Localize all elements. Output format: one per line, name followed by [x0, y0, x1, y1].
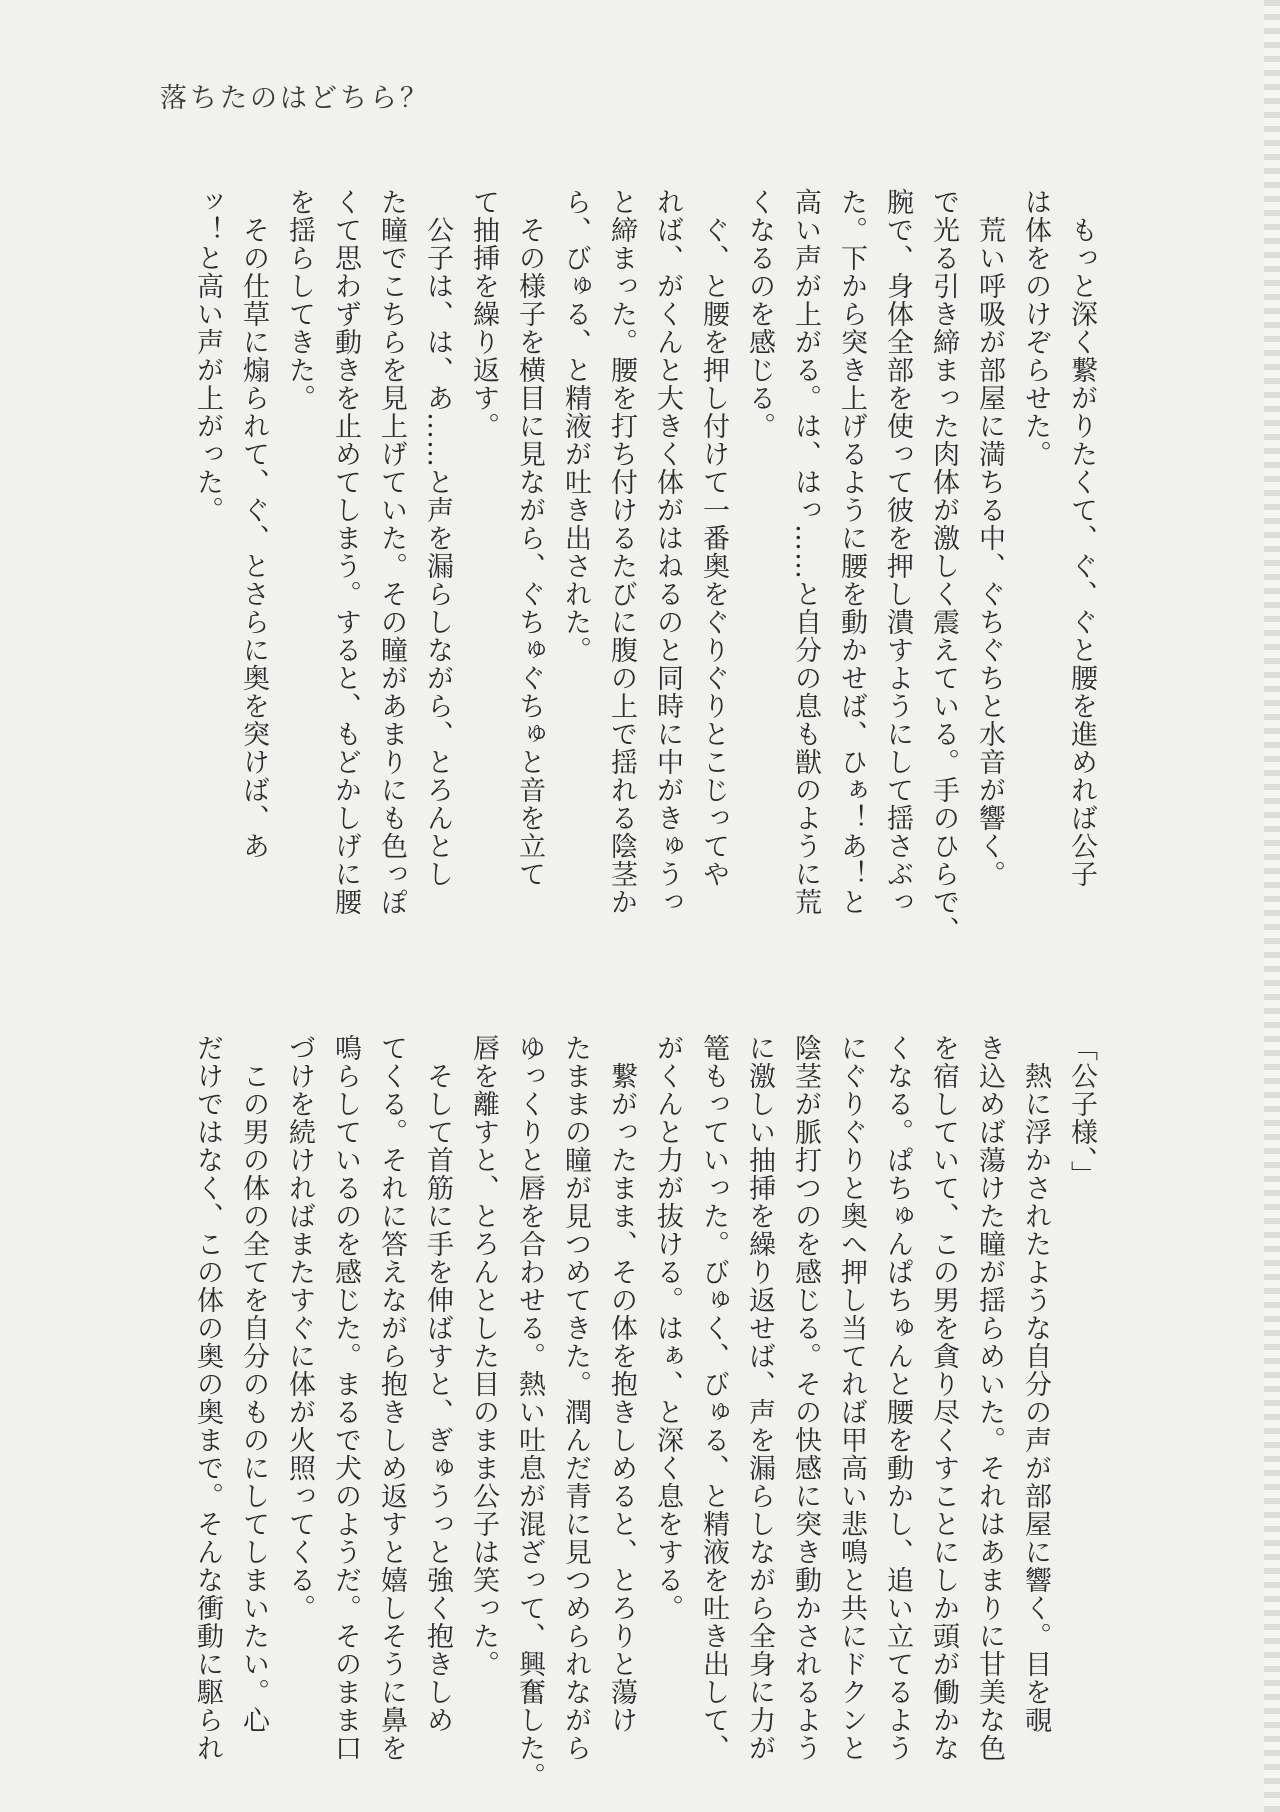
- text-line: 荒い呼吸が部屋に満ちる中、ぐちぐちと水音が響く。: [974, 188, 1005, 888]
- text-line: ぐ、と腰を押し付けて一番奥をぐりぐりとこじってや: [698, 188, 729, 888]
- text-line: 公子は、は、あ……と声を漏らしながら、とろんとし: [422, 188, 453, 888]
- lower-text-block: [184, 1034, 1104, 1796]
- text-line: たままの瞳が見つめてきた。潤んだ青に見つめられながら: [560, 1034, 591, 1762]
- text-line: 陰茎が脈打つのを感じる。その快感に突き動かされるよう: [790, 1034, 821, 1762]
- text-line: た。下から突き上げるように腰を動かせば、ひぁ！あ！と: [836, 188, 867, 916]
- text-line: ら、びゅる、と精液が吐き出された。: [560, 188, 591, 664]
- text-line: くて思わず動きを止めてしまう。すると、もどかしげに腰: [330, 188, 361, 916]
- text-line: その様子を横目に見ながら、ぐちゅぐちゅと音を立て: [514, 188, 545, 888]
- text-line: は体をのけぞらせた。: [1020, 188, 1051, 468]
- text-line: 篭もっていった。びゅく、びゅる、と精液を吐き出して、: [698, 1034, 729, 1762]
- text-line: ゆっくりと唇を合わせる。熱い吐息が混ざって、興奮した。: [514, 1034, 545, 1790]
- text-line: にぐりぐりと奥へ押し当てれば甲高い悲鳴と共にドクンと: [836, 1034, 867, 1762]
- text-line: その仕草に煽られて、ぐ、とさらに奥を突けば、あ: [238, 188, 269, 860]
- text-line: 熱に浮かされたような自分の声が部屋に響く。目を覗: [1020, 1034, 1051, 1734]
- text-line: て抽挿を繰り返す。: [468, 188, 499, 440]
- text-line: づけを続ければまたすぐに体が火照ってくる。: [284, 1034, 315, 1622]
- text-line: き込めば蕩けた瞳が揺らめいた。それはあまりに甘美な色: [974, 1034, 1005, 1762]
- upper-text-block: [184, 188, 1104, 950]
- text-line: 高い声が上がる。は、はっ……と自分の息も獣のように荒: [790, 188, 821, 916]
- text-line: もっと深く繋がりたくて、ぐ、ぐと腰を進めれば公子: [1066, 188, 1097, 888]
- text-line: を揺らしてきた。: [284, 188, 315, 412]
- text-line: くなる。ぱちゅんぱちゅんと腰を動かし、追い立てるよう: [882, 1034, 913, 1762]
- text-line: ッ！と高い声が上がった。: [192, 188, 223, 524]
- text-line: 鳴らしているのを感じた。まるで犬のようだ。そのまま口: [330, 1034, 361, 1762]
- text-line: に激しい抽挿を繰り返せば、声を漏らしながら全身に力が: [744, 1034, 775, 1762]
- text-line: てくる。それに答えながら抱きしめ返すと嬉しそうに鼻を: [376, 1034, 407, 1762]
- text-line: で光る引き締まった肉体が激しく震えている。手のひらで、: [928, 188, 959, 944]
- text-line: この男の体の全てを自分のものにしてしまいたい。心: [238, 1034, 269, 1734]
- text-line: 腕で、身体全部を使って彼を押し潰すようにして揺さぶっ: [882, 188, 913, 916]
- text-line: くなるのを感じる。: [744, 188, 775, 440]
- text-line: と締まった。腰を打ち付けるたびに腹の上で揺れる陰茎か: [606, 188, 637, 916]
- text-line: 繋がったまま、その体を抱きしめると、とろりと蕩け: [606, 1034, 637, 1734]
- scan-binding-edge: [1264, 0, 1280, 1812]
- text-line: そして首筋に手を伸ばすと、ぎゅうっと強く抱きしめ: [422, 1034, 453, 1734]
- text-line: を宿していて、この男を貪り尽くすことにしか頭が働かな: [928, 1034, 959, 1762]
- text-line: 唇を離すと、とろんとした目のまま公子は笑った。: [468, 1034, 499, 1678]
- text-line: がくんと力が抜ける。はぁ、と深く息をする。: [652, 1034, 683, 1622]
- text-line: 「公子様、」: [1066, 1034, 1097, 1189]
- text-line: れば、がくんと大きく体がはねるのと同時に中がきゅうっ: [652, 188, 683, 916]
- text-line: た瞳でこちらを見上げていた。その瞳があまりにも色っぽ: [376, 188, 407, 916]
- running-header: 落ちたのはどちら？: [160, 83, 430, 114]
- text-line: だけではなく、この体の奥の奥まで。そんな衝動に駆られ: [192, 1034, 223, 1762]
